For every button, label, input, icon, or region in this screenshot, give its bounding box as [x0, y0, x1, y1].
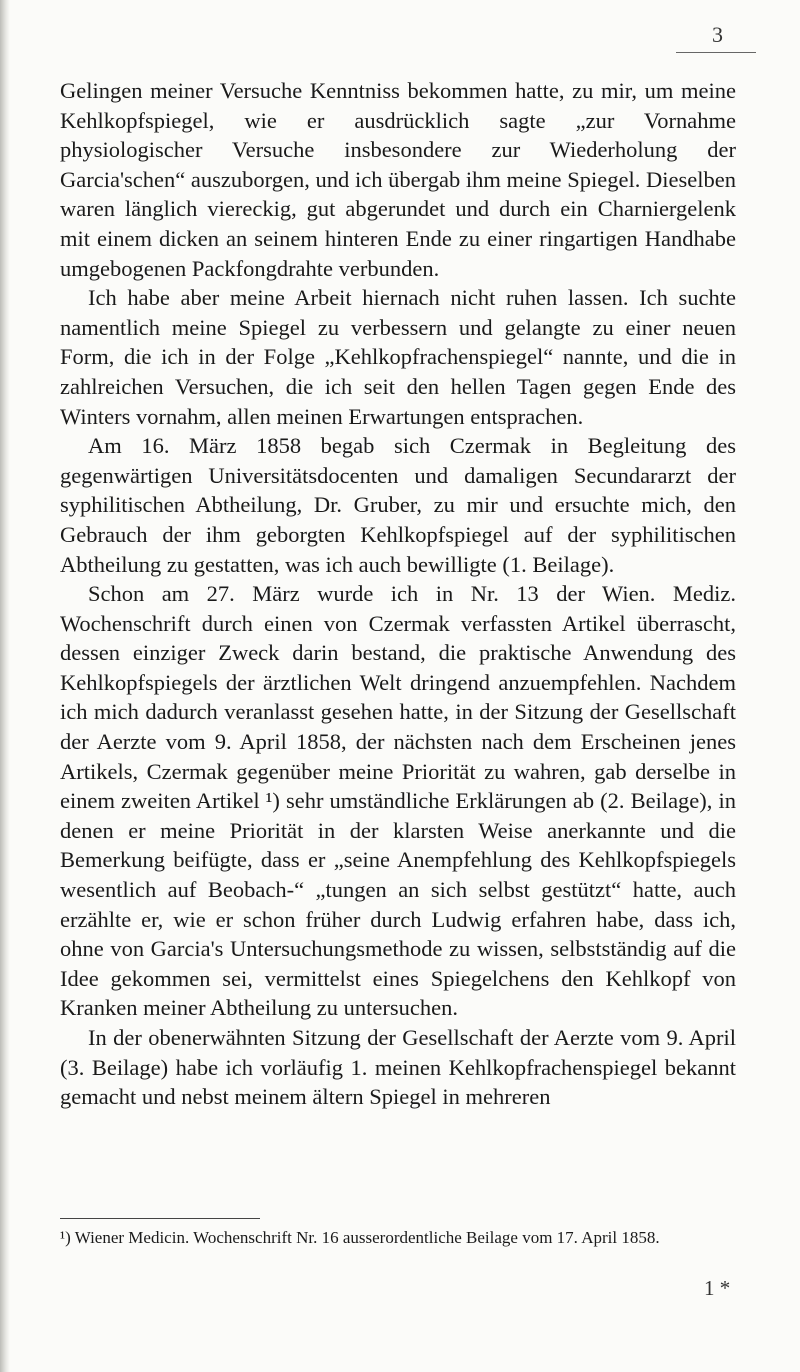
paragraph-2: Ich habe aber meine Arbeit hiernach nicht ruhen lassen. Ich suchte namentlich meine Spiegel zu verbessern und gelangte zu einer neuen Form, die ich in der Folge „Kehlkopfrachenspiegel“ nannte, und die in zahlreichen Versuchen, die ich seit den hellen Tagen gegen Ende des Winters vornahm, allen meinen Erwartungen entsprachen. — [60, 285, 736, 429]
footnote: ¹) Wiener Medicin. Wochenschrift Nr. 16 ausserordentliche Beilage vom 17. April 1858. — [60, 1228, 660, 1247]
footnote-rule — [60, 1218, 260, 1219]
body-text — [60, 76, 736, 1112]
page-number-rule — [676, 52, 756, 53]
paragraph-3: Am 16. März 1858 begab sich Czermak in Begleitung des gegenwärtigen Universitätsdocenten und damaligen Secundararzt der syphilitischen Abtheilung, Dr. Gruber, zu mir und ersuchte mich, den Gebrauch der ihm geborgten Kehlkopfspiegel auf der syphilitischen Abtheilung zu gestatten, was ich auch bewilligte (1. Beilage). — [60, 433, 736, 577]
page-number: 3 — [712, 22, 724, 47]
paragraph-1: Gelingen meiner Versuche Kenntniss bekommen hatte, zu mir, um meine Kehlkopfspiegel, wie er ausdrücklich sagte „zur Vornahme physiologischer Versuche insbesondere zur Wiederholung der Garcia'schen“ auszuborgen, und ich übergab ihm meine Spiegel. Dieselben waren länglich viereckig, gut abgerundet und durch ein Charniergelenk mit einem dicken an seinem hinteren Ende zu einer ringartigen Handhabe umgebogenen Packfongdrahte verbunden. — [60, 78, 736, 281]
page-edge-shadow — [0, 0, 10, 1372]
signature-mark: 1 * — [704, 1276, 731, 1300]
paragraph-5: In der obenerwähnten Sitzung der Gesellschaft der Aerzte vom 9. April (3. Beilage) habe ich vorläufig 1. meinen Kehlkopfrachenspiegel bekannt gemacht und nebst meinem ältern Spiegel in mehreren — [60, 1025, 736, 1110]
paragraph-4: Schon am 27. März wurde ich in Nr. 13 der Wien. Mediz. Wochenschrift durch einen von Czermak verfassten Artikel überrascht, dessen einziger Zweck darin bestand, die praktische Anwendung des Kehlkopfspiegels der ärztlichen Welt dringend anzuempfehlen. Nachdem ich mich dadurch veranlasst gesehen hatte, in der Sitzung der Gesellschaft der Aerzte vom 9. April 1858, der nächsten nach dem Erscheinen jenes Artikels, Czermak gegenüber meine Priorität zu wahren, gab derselbe in einem zweiten Artikel ¹) sehr umständliche Erklärungen ab (2. Beilage), in denen er meine Priorität in der klarsten Weise anerkannte und die Bemerkung beifügte, dass er „seine Anempfehlung des Kehlkopfspiegels wesentlich auf Beobach-“ „tungen an sich selbst gestützt“ hatte, auch erzählte er, wie er schon früher durch Ludwig erfahren habe, dass ich, ohne von Garcia's Untersuchungsmethode zu wissen, selbstständig auf die Idee gekommen sei, vermittelst eines Spiegelchens den Kehlkopf von Kranken meiner Abtheilung zu untersuchen. — [60, 581, 736, 1021]
